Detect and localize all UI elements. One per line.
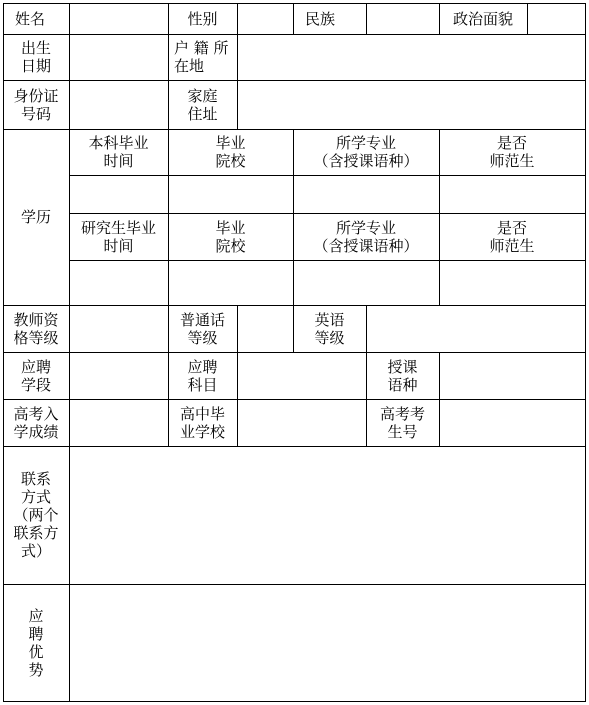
vline xyxy=(439,352,440,446)
vline xyxy=(527,3,528,34)
label-hukou: 户 籍 所 在地 xyxy=(174,39,229,75)
hline xyxy=(3,129,586,130)
label-high-school: 高中毕 业学校 xyxy=(179,404,225,441)
label-apply-stage: 应聘 学段 xyxy=(20,357,51,394)
hline xyxy=(3,352,586,353)
hline xyxy=(3,584,586,585)
hline xyxy=(3,446,586,447)
bachelor-major-field[interactable] xyxy=(293,175,439,213)
vline xyxy=(366,305,367,446)
label-bachelor-normal: 是否 师范生 xyxy=(489,134,535,170)
label-bachelor-school: 毕业 院校 xyxy=(215,134,246,170)
label-gender: 性别 xyxy=(187,9,218,28)
contact-field[interactable] xyxy=(69,446,585,584)
label-education: 学历 xyxy=(20,208,51,226)
master-school-field[interactable] xyxy=(168,260,293,305)
vline xyxy=(69,3,70,702)
label-teaching-language: 授课 语种 xyxy=(387,357,418,394)
vline-right xyxy=(585,3,586,702)
gender-field[interactable] xyxy=(237,3,293,34)
hline xyxy=(3,80,586,81)
label-master-major: 所学专业 （含授课语种） xyxy=(313,218,419,255)
label-bachelor-grad-time: 本科毕业 时间 xyxy=(88,134,149,170)
label-bachelor-major: 所学专业 （含授课语种） xyxy=(313,134,419,170)
vline xyxy=(366,3,367,34)
mandarin-level-field[interactable] xyxy=(237,305,293,352)
label-name: 姓名 xyxy=(15,9,46,28)
label-gaokao-score: 高考入 学成绩 xyxy=(13,404,59,441)
label-teacher-cert: 教师资 格等级 xyxy=(13,310,59,347)
master-grad-time-field[interactable] xyxy=(69,260,168,305)
vline xyxy=(237,305,238,446)
birth-date-field[interactable] xyxy=(69,34,168,80)
name-field[interactable] xyxy=(69,3,168,34)
id-number-field[interactable] xyxy=(69,80,168,129)
ethnicity-field[interactable] xyxy=(366,3,439,34)
hukou-field[interactable] xyxy=(237,34,585,80)
hline xyxy=(3,305,586,306)
english-level-field[interactable] xyxy=(366,305,585,352)
apply-subject-field[interactable] xyxy=(237,352,366,399)
master-normal-field[interactable] xyxy=(439,260,585,305)
hline-top xyxy=(3,3,586,4)
advantages-field[interactable] xyxy=(69,584,585,701)
vline xyxy=(293,3,294,34)
vline xyxy=(439,3,440,34)
bachelor-grad-time-field[interactable] xyxy=(69,175,168,213)
bachelor-normal-field[interactable] xyxy=(439,175,585,213)
label-advantages: 应 聘 优 势 xyxy=(28,606,44,679)
hline xyxy=(69,260,586,261)
vline xyxy=(439,129,440,305)
vline-left xyxy=(3,3,4,702)
vline xyxy=(168,3,169,446)
hline xyxy=(3,34,586,35)
label-mandarin-level: 普通话 等级 xyxy=(179,310,225,347)
label-gaokao-number: 高考考 生号 xyxy=(379,404,425,441)
label-contact: 联系 方式 （两个 联系方 式） xyxy=(13,470,59,560)
label-master-grad-time: 研究生毕业 时间 xyxy=(80,218,156,255)
hline xyxy=(69,175,586,176)
teacher-cert-field[interactable] xyxy=(69,305,168,352)
label-ethnicity: 民族 xyxy=(305,9,336,28)
vline xyxy=(237,3,238,129)
home-address-field[interactable] xyxy=(237,80,585,129)
bachelor-school-field[interactable] xyxy=(168,175,293,213)
high-school-field[interactable] xyxy=(237,399,366,446)
gaokao-score-field[interactable] xyxy=(69,399,168,446)
label-english-level: 英语 等级 xyxy=(314,310,345,347)
label-political-status: 政治面貌 xyxy=(452,9,513,28)
teaching-language-field[interactable] xyxy=(439,352,585,399)
label-id-number: 身份证 号码 xyxy=(13,86,59,123)
gaokao-number-field[interactable] xyxy=(439,399,585,446)
hline-bottom xyxy=(3,701,586,702)
master-major-field[interactable] xyxy=(293,260,439,305)
label-birth-date: 出生 日期 xyxy=(20,39,51,75)
hline xyxy=(69,213,586,214)
political-status-field[interactable] xyxy=(527,3,585,34)
label-home-address: 家庭 住址 xyxy=(187,86,218,123)
label-master-school: 毕业 院校 xyxy=(215,218,246,255)
apply-stage-field[interactable] xyxy=(69,352,168,399)
hline xyxy=(3,399,586,400)
label-master-normal: 是否 师范生 xyxy=(489,218,535,255)
vline xyxy=(293,129,294,352)
label-apply-subject: 应聘 科目 xyxy=(187,357,218,394)
